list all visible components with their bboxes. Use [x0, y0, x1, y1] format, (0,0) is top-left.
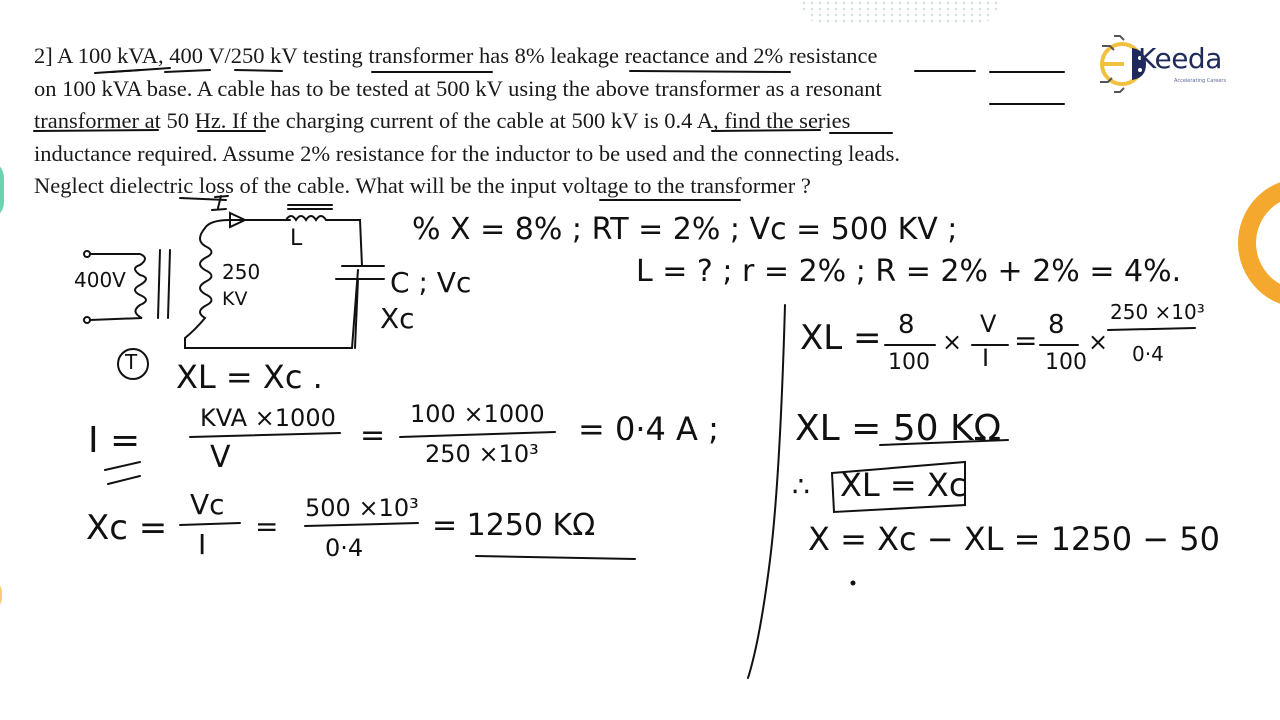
xl-eq-d3: 100	[1045, 350, 1087, 375]
problem-line-3: transformer at 50 Hz. If the charging current of the cable at 500 kV is 0.4 A, find the series	[34, 108, 851, 133]
current-eq-den2: 250 ×10³	[425, 440, 539, 468]
xc-eq-lhs: Xc =	[86, 508, 168, 548]
current-eq-num1: KVA ×1000	[200, 404, 336, 432]
given-line-2: L = ? ; r = 2% ; R = 2% + 2% = 4%.	[636, 254, 1182, 289]
xc-eq-den1: I	[198, 528, 207, 561]
logo-tagline: Accelerating Careers	[1174, 78, 1227, 84]
xl-eq-n1: 8	[898, 310, 915, 340]
xl-eq-n2: V	[980, 310, 997, 338]
therefore-symbol: ∴	[792, 470, 810, 503]
current-eq-equals: =	[360, 418, 386, 453]
problem-line-4: inductance required. Assume 2% resistance for the inductor to be used and the connecting leads.	[34, 140, 900, 166]
xc-eq-den2: 0·4	[325, 534, 364, 562]
xl-eq-d4: 0·4	[1132, 342, 1164, 366]
problem-line-5: Neglect dielectric loss of the cable. What will be the input voltage to the transformer ?	[34, 173, 811, 198]
xc-eq-num2: 500 ×10³	[305, 494, 419, 522]
secondary-voltage-label: 250	[222, 260, 261, 284]
current-eq-den1: V	[210, 440, 231, 475]
problem-line-1: 2] A 100 kVA, 400 V/250 kV testing transformer has 8% leakage reactance and 2% resistance	[34, 43, 878, 68]
net-reactance-eq: X = Xc − XL = 1250 − 50	[808, 520, 1220, 558]
xc-eq-result: = 1250 KΩ	[432, 508, 596, 543]
xl-eq-times-2: ×	[1088, 328, 1109, 356]
transformer-tag: T	[125, 350, 138, 374]
xl-eq-n3: 8	[1048, 310, 1065, 340]
current-eq-result: = 0·4 A ;	[578, 410, 719, 448]
given-line-1: % X = 8% ; RT = 2% ; Vc = 500 KV ;	[412, 212, 958, 247]
secondary-unit-label: KV	[222, 288, 248, 310]
xc-label: Xc	[380, 302, 415, 335]
capacitor-label: C ; Vc	[390, 266, 472, 299]
xl-eq-n4: 250 ×10³	[1110, 300, 1205, 324]
boxed-resonance-condition: XL = Xc	[840, 466, 967, 504]
resonance-condition: XL = Xc .	[176, 358, 323, 396]
xl-eq-d1: 100	[888, 350, 930, 375]
current-eq-lhs: I =	[88, 420, 141, 461]
xl-eq-times-1: ×	[942, 328, 963, 356]
current-eq-num2: 100 ×1000	[410, 400, 545, 428]
xc-eq-num1: Vc	[190, 488, 225, 521]
inductor-label: L	[290, 226, 303, 251]
logo-text: Keeda	[1138, 42, 1222, 75]
problem-line-2: on 100 kVA base. A cable has to be tested at 500 kV using the above transformer as a resonant	[34, 75, 882, 101]
xl-result: XL = 50 KΩ	[795, 408, 1002, 449]
primary-voltage-label: 400V	[74, 268, 126, 292]
xl-eq-lhs: XL =	[800, 318, 882, 358]
xl-eq-equals: =	[1014, 324, 1038, 357]
xl-eq-d2: I	[982, 344, 990, 372]
xc-eq-equals: =	[255, 510, 279, 543]
